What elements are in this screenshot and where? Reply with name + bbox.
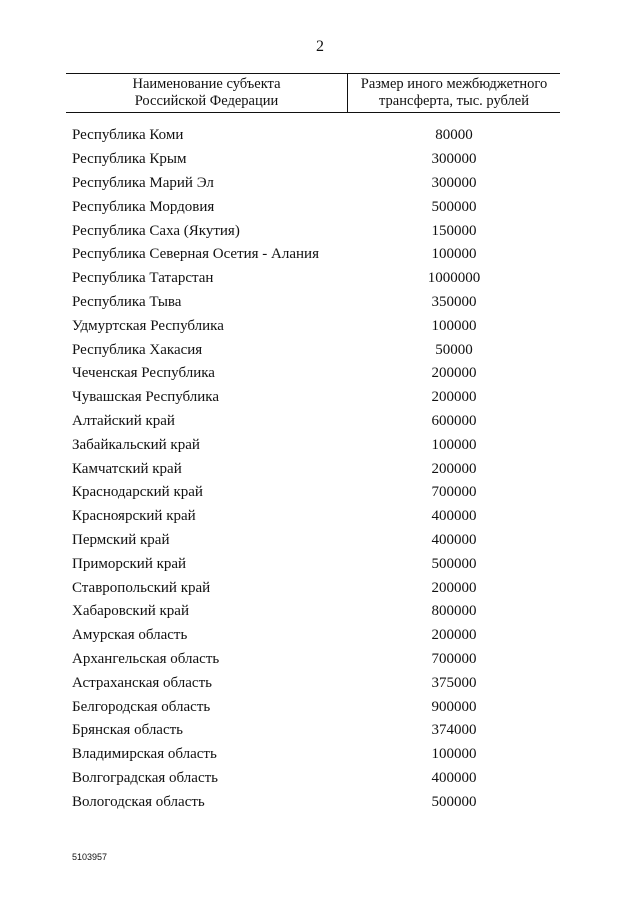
- subject-name-cell: Забайкальский край: [72, 436, 200, 453]
- table-row: [72, 433, 560, 457]
- subject-name-cell: Камчатский край: [72, 460, 182, 477]
- transfer-amount-cell: 600000: [431, 412, 477, 429]
- table-row: [72, 457, 560, 481]
- column-header-subject-text: Наименование субъекта Российской Федерации: [132, 76, 281, 109]
- transfer-amount-cell: 100000: [431, 746, 477, 763]
- subject-name-cell: Краснодарский край: [72, 484, 203, 501]
- table-row: [72, 243, 560, 267]
- subject-name-cell: Волгоградская область: [72, 769, 218, 786]
- table-row: [72, 314, 560, 338]
- transfer-amount-cell: 500000: [431, 555, 477, 572]
- subject-name-cell: Республика Тыва: [72, 293, 182, 310]
- document-code: 5103957: [72, 852, 108, 862]
- table-row: [72, 386, 560, 410]
- table-row: [72, 695, 560, 719]
- table-row: [72, 552, 560, 576]
- subject-name-cell: Чеченская Республика: [72, 365, 215, 382]
- transfer-amount-cell: 50000: [435, 341, 473, 358]
- transfer-amount-cell: 200000: [431, 460, 477, 477]
- subject-name-cell: Амурская область: [72, 627, 188, 644]
- transfer-amount-cell: 500000: [431, 198, 477, 215]
- subject-name-cell: Республика Хакасия: [72, 341, 203, 358]
- subject-name-cell: Удмуртская Республика: [72, 317, 224, 334]
- subject-name-cell: Алтайский край: [72, 412, 175, 429]
- transfer-amount-cell: 80000: [435, 127, 473, 144]
- table-row: [72, 410, 560, 434]
- subject-name-cell: Астраханская область: [72, 674, 212, 691]
- transfer-amount-cell: 900000: [431, 698, 477, 715]
- table-row: [72, 767, 560, 791]
- transfer-amount-cell: 200000: [431, 365, 477, 382]
- transfer-amount-cell: 100000: [431, 246, 477, 263]
- transfer-amount-cell: 700000: [431, 650, 477, 667]
- subject-name-cell: Приморский край: [72, 555, 187, 572]
- transfer-amount-cell: 500000: [431, 793, 477, 810]
- transfer-amount-cell: 100000: [431, 317, 477, 334]
- table-row: [72, 671, 560, 695]
- subject-name-cell: Архангельская область: [72, 650, 220, 667]
- table-row: [72, 195, 560, 219]
- table-body: [72, 124, 560, 814]
- transfer-amount-cell: 400000: [431, 769, 477, 786]
- table-row: [72, 790, 560, 814]
- column-header-subject: [66, 74, 348, 112]
- subject-name-cell: Брянская область: [72, 722, 184, 739]
- transfer-amount-cell: 100000: [431, 436, 477, 453]
- subject-name-cell: Чувашская Республика: [72, 389, 220, 406]
- subject-name-cell: Красноярский край: [72, 508, 196, 525]
- subject-name-cell: Вологодская область: [72, 793, 205, 810]
- table-row: [72, 481, 560, 505]
- table-row: [72, 529, 560, 553]
- transfer-amount-cell: 300000: [431, 151, 477, 168]
- table-row: [72, 291, 560, 315]
- transfer-amount-cell: 300000: [431, 174, 477, 191]
- subject-name-cell: Республика Марий Эл: [72, 174, 214, 191]
- subject-name-cell: Владимирская область: [72, 746, 217, 763]
- transfer-amount-cell: 1000000: [427, 270, 481, 287]
- table-row: [72, 743, 560, 767]
- table-row: [72, 124, 560, 148]
- subject-name-cell: Республика Саха (Якутия): [72, 222, 240, 239]
- transfer-amount-cell: 700000: [431, 484, 477, 501]
- table-row: [72, 624, 560, 648]
- table-row: [72, 172, 560, 196]
- transfer-amount-cell: 150000: [431, 222, 477, 239]
- column-header-amount: [348, 74, 560, 112]
- table-row: [72, 719, 560, 743]
- transfer-amount-cell: 200000: [431, 389, 477, 406]
- table-row: [72, 505, 560, 529]
- subject-name-cell: Ставропольский край: [72, 579, 211, 596]
- subject-name-cell: Республика Татарстан: [72, 270, 214, 287]
- transfer-amount-cell: 400000: [431, 531, 477, 548]
- table-row: [72, 648, 560, 672]
- table-row: [72, 362, 560, 386]
- transfer-amount-cell: 200000: [431, 579, 477, 596]
- table-header: [66, 73, 560, 113]
- transfer-amount-cell: 350000: [431, 293, 477, 310]
- transfer-amount-cell: 400000: [431, 508, 477, 525]
- transfer-amount-cell: 200000: [431, 627, 477, 644]
- subject-name-cell: Белгородская область: [72, 698, 211, 715]
- subject-name-cell: Республика Крым: [72, 151, 187, 168]
- table-row: [72, 576, 560, 600]
- page-number: 2: [316, 38, 324, 55]
- transfer-amount-cell: 800000: [431, 603, 477, 620]
- table-row: [72, 148, 560, 172]
- table-row: [72, 267, 560, 291]
- subject-name-cell: Хабаровский край: [72, 603, 189, 620]
- column-header-amount-text: Размер иного межбюджетного трансферта, тыс. рублей: [360, 76, 548, 109]
- transfer-amount-cell: 374000: [431, 722, 477, 739]
- table-row: [72, 338, 560, 362]
- subject-name-cell: Пермский край: [72, 531, 170, 548]
- table-row: [72, 219, 560, 243]
- transfer-amount-cell: 375000: [431, 674, 477, 691]
- subject-name-cell: Республика Коми: [72, 127, 184, 144]
- table-row: [72, 600, 560, 624]
- subject-name-cell: Республика Мордовия: [72, 198, 215, 215]
- subject-name-cell: Республика Северная Осетия - Алания: [72, 246, 319, 263]
